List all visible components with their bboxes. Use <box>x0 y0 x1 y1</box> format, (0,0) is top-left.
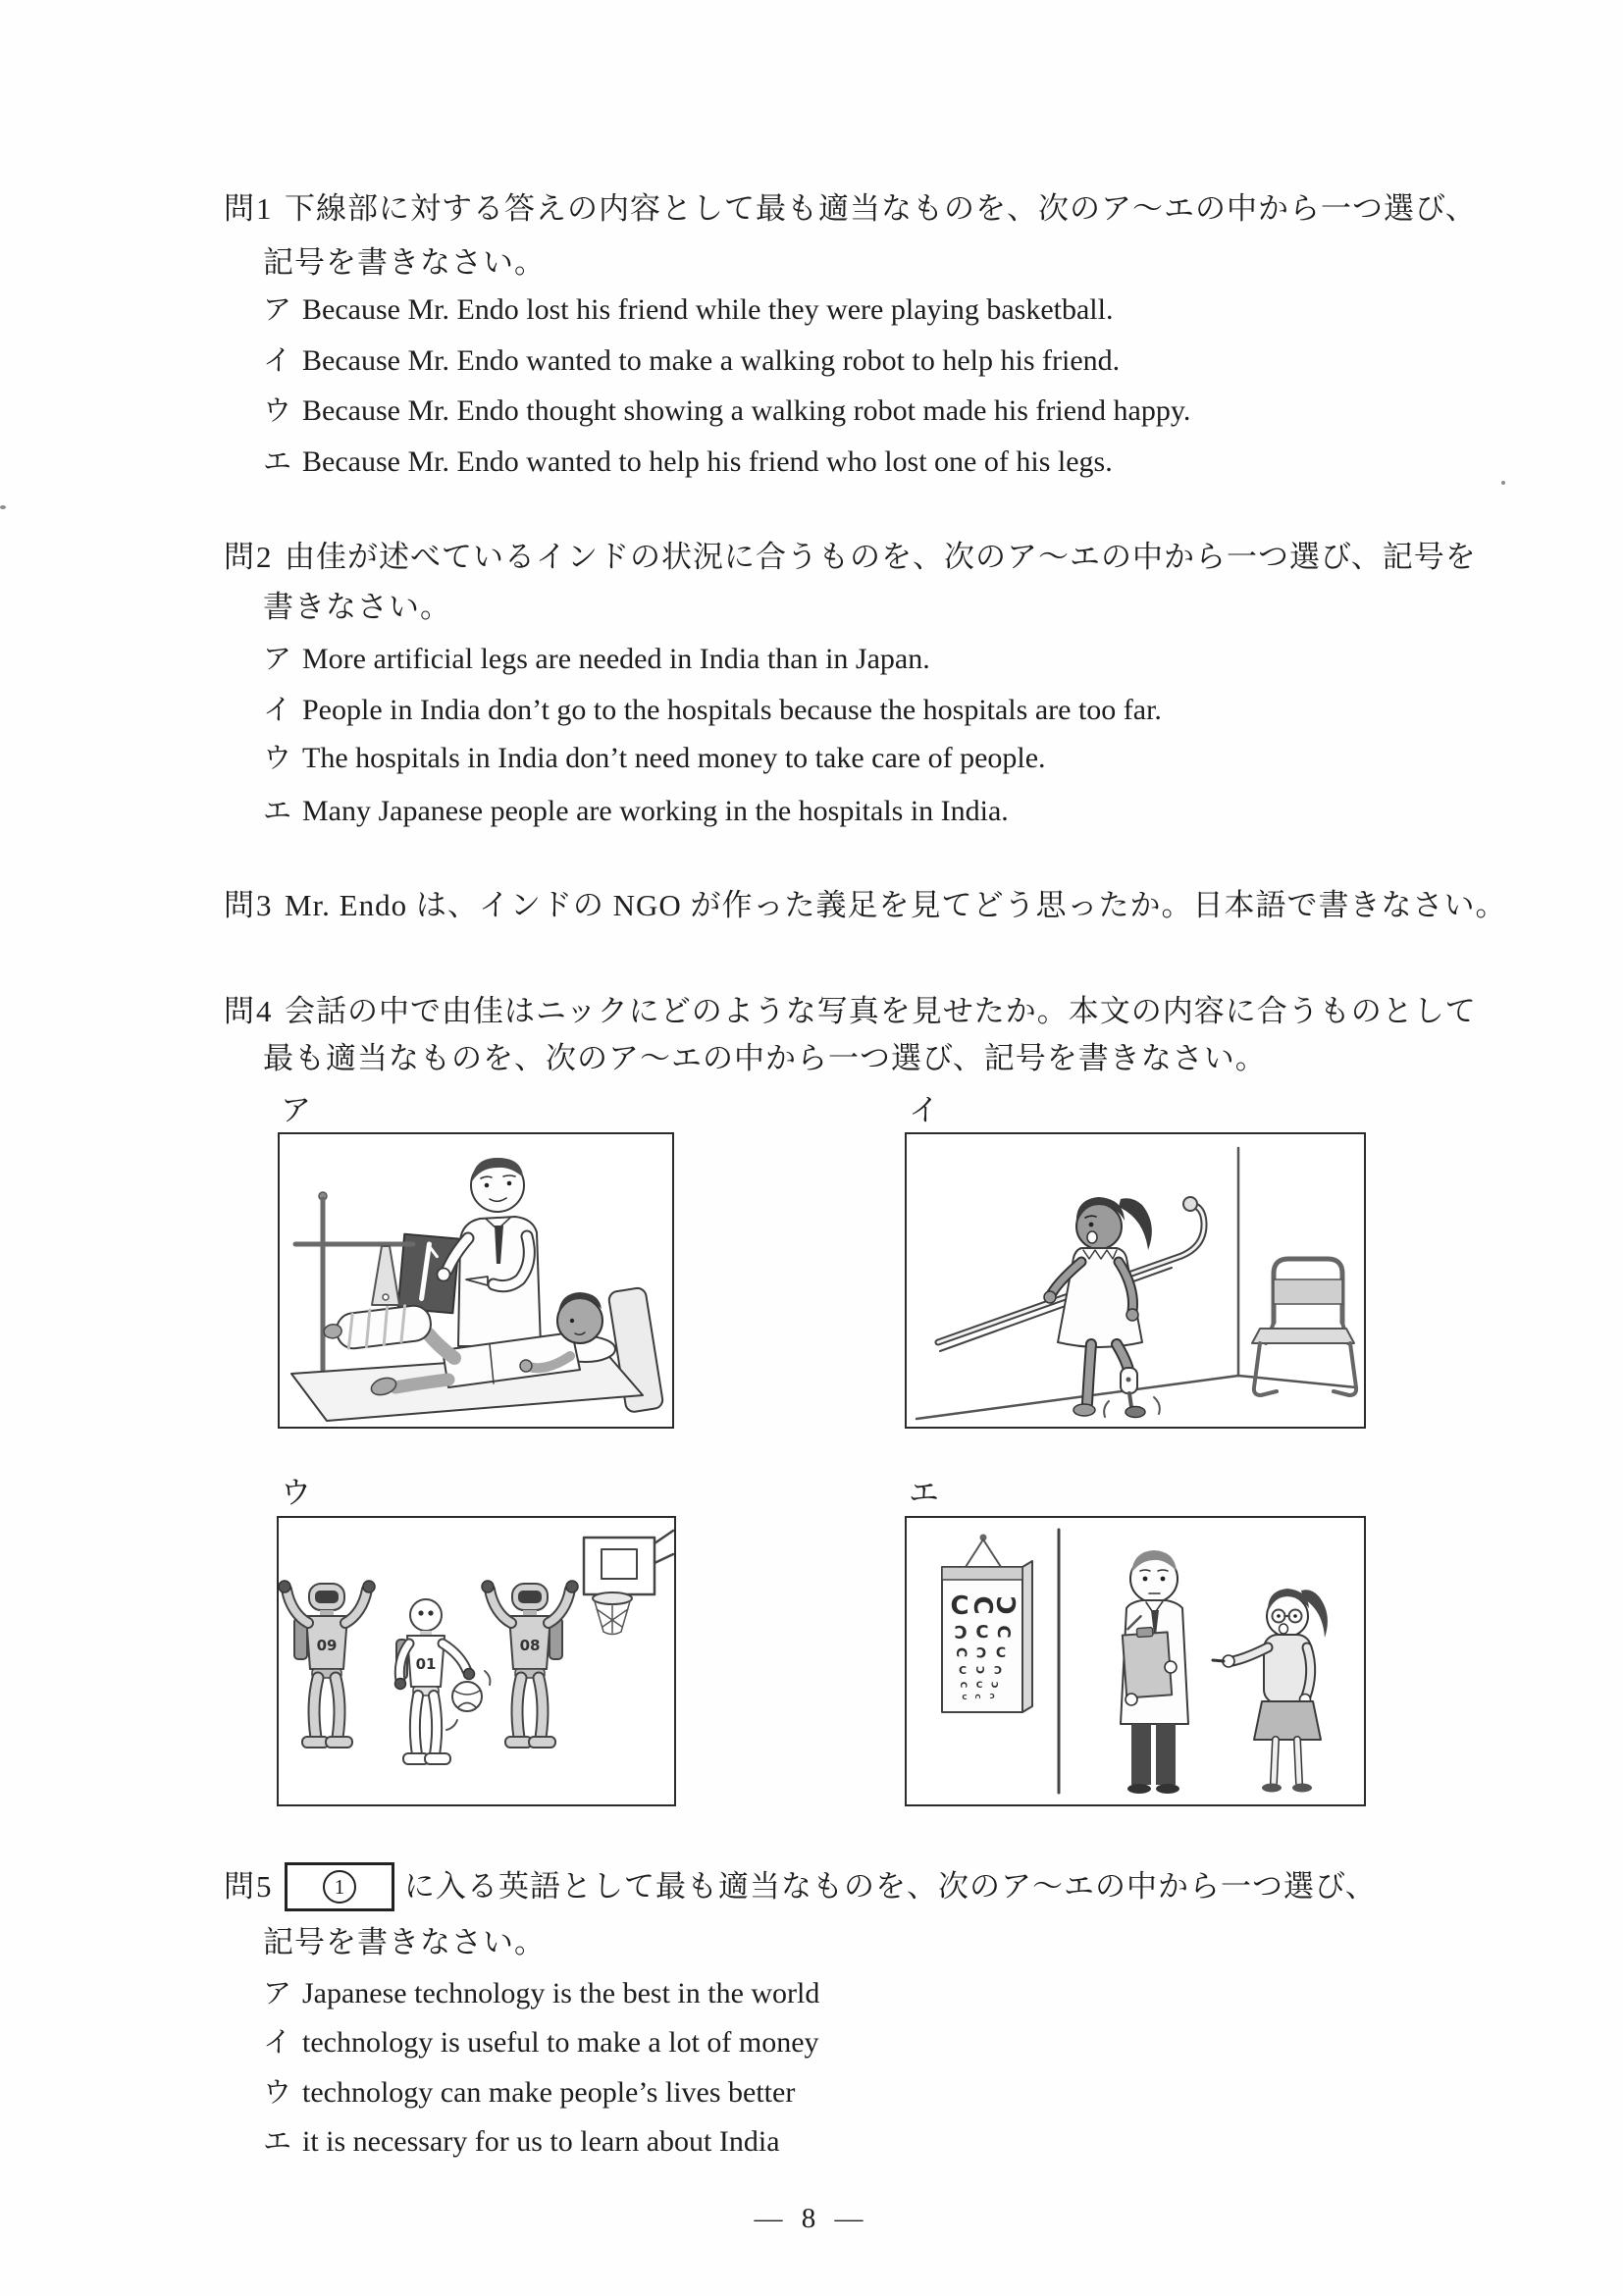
svg-text:C: C <box>958 1681 968 1689</box>
girl-leg <box>1087 1344 1091 1403</box>
q1-option-e-kana: エ <box>263 446 292 478</box>
q5-heading <box>224 1862 1377 1911</box>
svg-text:C: C <box>975 1622 989 1643</box>
prosthetic-walk-scene <box>907 1134 1364 1427</box>
page-number: — 8 — <box>754 2203 869 2234</box>
q5-option-u-kana: ウ <box>263 2077 292 2109</box>
folding-chair <box>1252 1259 1356 1395</box>
q4-illustration-xray-hospital <box>278 1132 674 1429</box>
girl-smile <box>1087 1231 1097 1243</box>
q1-text-line1: 下線部に対する答えの内容として最も適当なものを、次のア〜エの中から一つ選び、 <box>285 191 1477 226</box>
q2-option-a-kana: ア <box>263 644 292 675</box>
q5-option-e <box>263 2123 780 2161</box>
q5-option-u <box>263 2074 795 2112</box>
svg-text:C: C <box>962 1694 968 1701</box>
q1-option-i-text: Because Mr. Endo wanted to make a walking robot to help his friend. <box>302 344 1121 377</box>
q2-option-a-text: More artificial legs are needed in India than in Japan. <box>302 643 930 675</box>
q2-option-u-kana: ウ <box>263 743 292 774</box>
svg-text:C: C <box>953 1646 969 1658</box>
prosthetic-foot <box>1126 1407 1145 1418</box>
q5-option-u-text: technology can make people’s lives better <box>302 2076 796 2109</box>
q2-heading <box>224 538 1477 577</box>
prosthetic-pylon <box>1129 1393 1131 1407</box>
q5-option-a-text: Japanese technology is the best in the world <box>302 1977 820 2009</box>
q5-option-i-kana: イ <box>263 2027 292 2059</box>
q5-option-i <box>263 2024 819 2061</box>
q1-option-u <box>263 392 1190 430</box>
girl-ponytail <box>1119 1198 1152 1250</box>
q4-heading <box>224 992 1477 1031</box>
q4-illustration-eye-test <box>905 1516 1366 1806</box>
q5-option-a-kana: ア <box>263 1978 292 2009</box>
q5-blank-box <box>285 1862 394 1911</box>
q5-circled-number: 1 <box>323 1870 356 1904</box>
q5-text-line1: に入る英語として最も適当なものを、次のア〜エの中から一つ選び、 <box>404 1869 1377 1904</box>
robot-09 <box>279 1581 375 1748</box>
q2-text-line2: 書きなさい。 <box>263 590 451 624</box>
q1-heading <box>224 189 1477 229</box>
q1-label: 問1 <box>224 191 274 226</box>
basketball-hoop <box>584 1531 673 1635</box>
robot-08-number: 08 <box>519 1637 541 1654</box>
q1-option-i-kana: イ <box>263 345 292 377</box>
robot-08 <box>482 1581 578 1748</box>
scan-artifact <box>1501 481 1505 485</box>
q2-option-a <box>263 641 930 678</box>
q2-option-i-text: People in India don’t go to the hospitals because the hospitals are too far. <box>302 694 1162 726</box>
robots-basketball-scene <box>279 1518 674 1804</box>
scan-artifact <box>0 505 6 509</box>
rail-wall-mount <box>1183 1197 1197 1211</box>
q1-option-e-text: Because Mr. Endo wanted to help his friend who lost one of his legs. <box>302 445 1113 478</box>
svg-text:C: C <box>993 1595 1022 1615</box>
q5-label: 問5 <box>224 1869 274 1904</box>
eye-doctor <box>1121 1550 1188 1794</box>
patient-head <box>557 1298 602 1343</box>
eye-test-scene <box>907 1518 1364 1804</box>
q3-heading <box>224 886 1507 925</box>
q4-choice-e-kana: エ <box>909 1476 939 1510</box>
svg-text:C: C <box>989 1692 995 1699</box>
q2-option-e <box>263 793 1009 830</box>
q4-text-line1: 会話の中で由佳はニックにどのような写真を見せたか。本文の内容に合うものとして <box>285 994 1477 1028</box>
q2-option-u <box>263 740 1046 777</box>
svg-text:C: C <box>950 1592 969 1621</box>
svg-text:C: C <box>958 1664 968 1677</box>
q2-option-u-text: The hospitals in India don’t need money to take care of people. <box>302 742 1046 774</box>
q5-option-a <box>263 1975 819 2012</box>
q4-choice-u-kana: ウ <box>281 1476 311 1510</box>
svg-text:C: C <box>973 1694 981 1699</box>
doctor-trousers <box>1131 1724 1151 1785</box>
q2-option-e-text: Many Japanese people are working in the hospitals in India. <box>302 795 1009 827</box>
eye-chart <box>942 1535 1032 1713</box>
leg-cast <box>322 1302 433 1352</box>
patient-leg-flat <box>395 1380 448 1387</box>
svg-text:C: C <box>993 1663 1003 1676</box>
q2-label: 問2 <box>224 540 274 574</box>
svg-text:C: C <box>993 1625 1014 1639</box>
q1-option-u-kana: ウ <box>263 395 292 427</box>
q2-option-e-kana: エ <box>263 796 292 827</box>
q3-label: 問3 <box>224 888 274 922</box>
q4-choice-i-kana: イ <box>909 1093 939 1127</box>
robot-01-number: 01 <box>415 1655 437 1673</box>
q2-option-i <box>263 692 1162 729</box>
svg-text:C: C <box>975 1681 983 1691</box>
q5-text-line2: 記号を書きなさい。 <box>263 1925 546 1959</box>
q1-option-u-text: Because Mr. Endo thought showing a walking robot made his friend happy. <box>302 394 1191 427</box>
q5-option-e-text: it is necessary for us to learn about India <box>302 2125 780 2158</box>
doctor-hand-holding-film <box>438 1269 450 1281</box>
q1-text-line2: 記号を書きなさい。 <box>263 245 546 280</box>
q1-option-a <box>263 291 1113 329</box>
q4-choice-a-kana: ア <box>281 1093 311 1127</box>
svg-text:C: C <box>954 1621 968 1642</box>
q5-option-i-text: technology is useful to make a lot of money <box>302 2026 819 2059</box>
svg-text:C: C <box>995 1645 1007 1661</box>
q4-illustration-prosthetic-walk <box>905 1132 1366 1429</box>
q2-text-line1: 由佳が述べているインドの状況に合うものを、次のア〜エの中から一つ選び、記号を <box>285 540 1477 574</box>
q4-label: 問4 <box>224 994 274 1028</box>
q4-illustration-robots-basketball <box>277 1516 676 1806</box>
girl-skirt <box>1254 1701 1321 1740</box>
svg-text:C: C <box>991 1681 1001 1689</box>
q5-option-e-kana: エ <box>263 2126 292 2158</box>
q1-option-i <box>263 342 1120 380</box>
svg-text:C: C <box>968 1595 997 1615</box>
q2-option-i-kana: イ <box>263 695 292 726</box>
svg-text:C: C <box>975 1644 987 1659</box>
q3-text-line1: Mr. Endo は、インドの NGO が作った義足を見てどう思ったか。日本語で書きなさい。 <box>285 888 1507 922</box>
q1-option-a-kana: ア <box>263 294 292 326</box>
robot-09-number: 09 <box>316 1637 338 1654</box>
q4-text-line2: 最も適当なものを、次のア〜エの中から一つ選び、記号を書きなさい。 <box>263 1041 1267 1075</box>
svg-text:C: C <box>974 1665 987 1675</box>
q1-option-a-text: Because Mr. Endo lost his friend while they were playing basketball. <box>302 293 1114 326</box>
pointing-girl <box>1213 1589 1328 1793</box>
xray-hospital-scene <box>280 1134 672 1427</box>
q1-option-e <box>263 444 1113 481</box>
robot-01-dribbling-hand <box>464 1669 475 1680</box>
